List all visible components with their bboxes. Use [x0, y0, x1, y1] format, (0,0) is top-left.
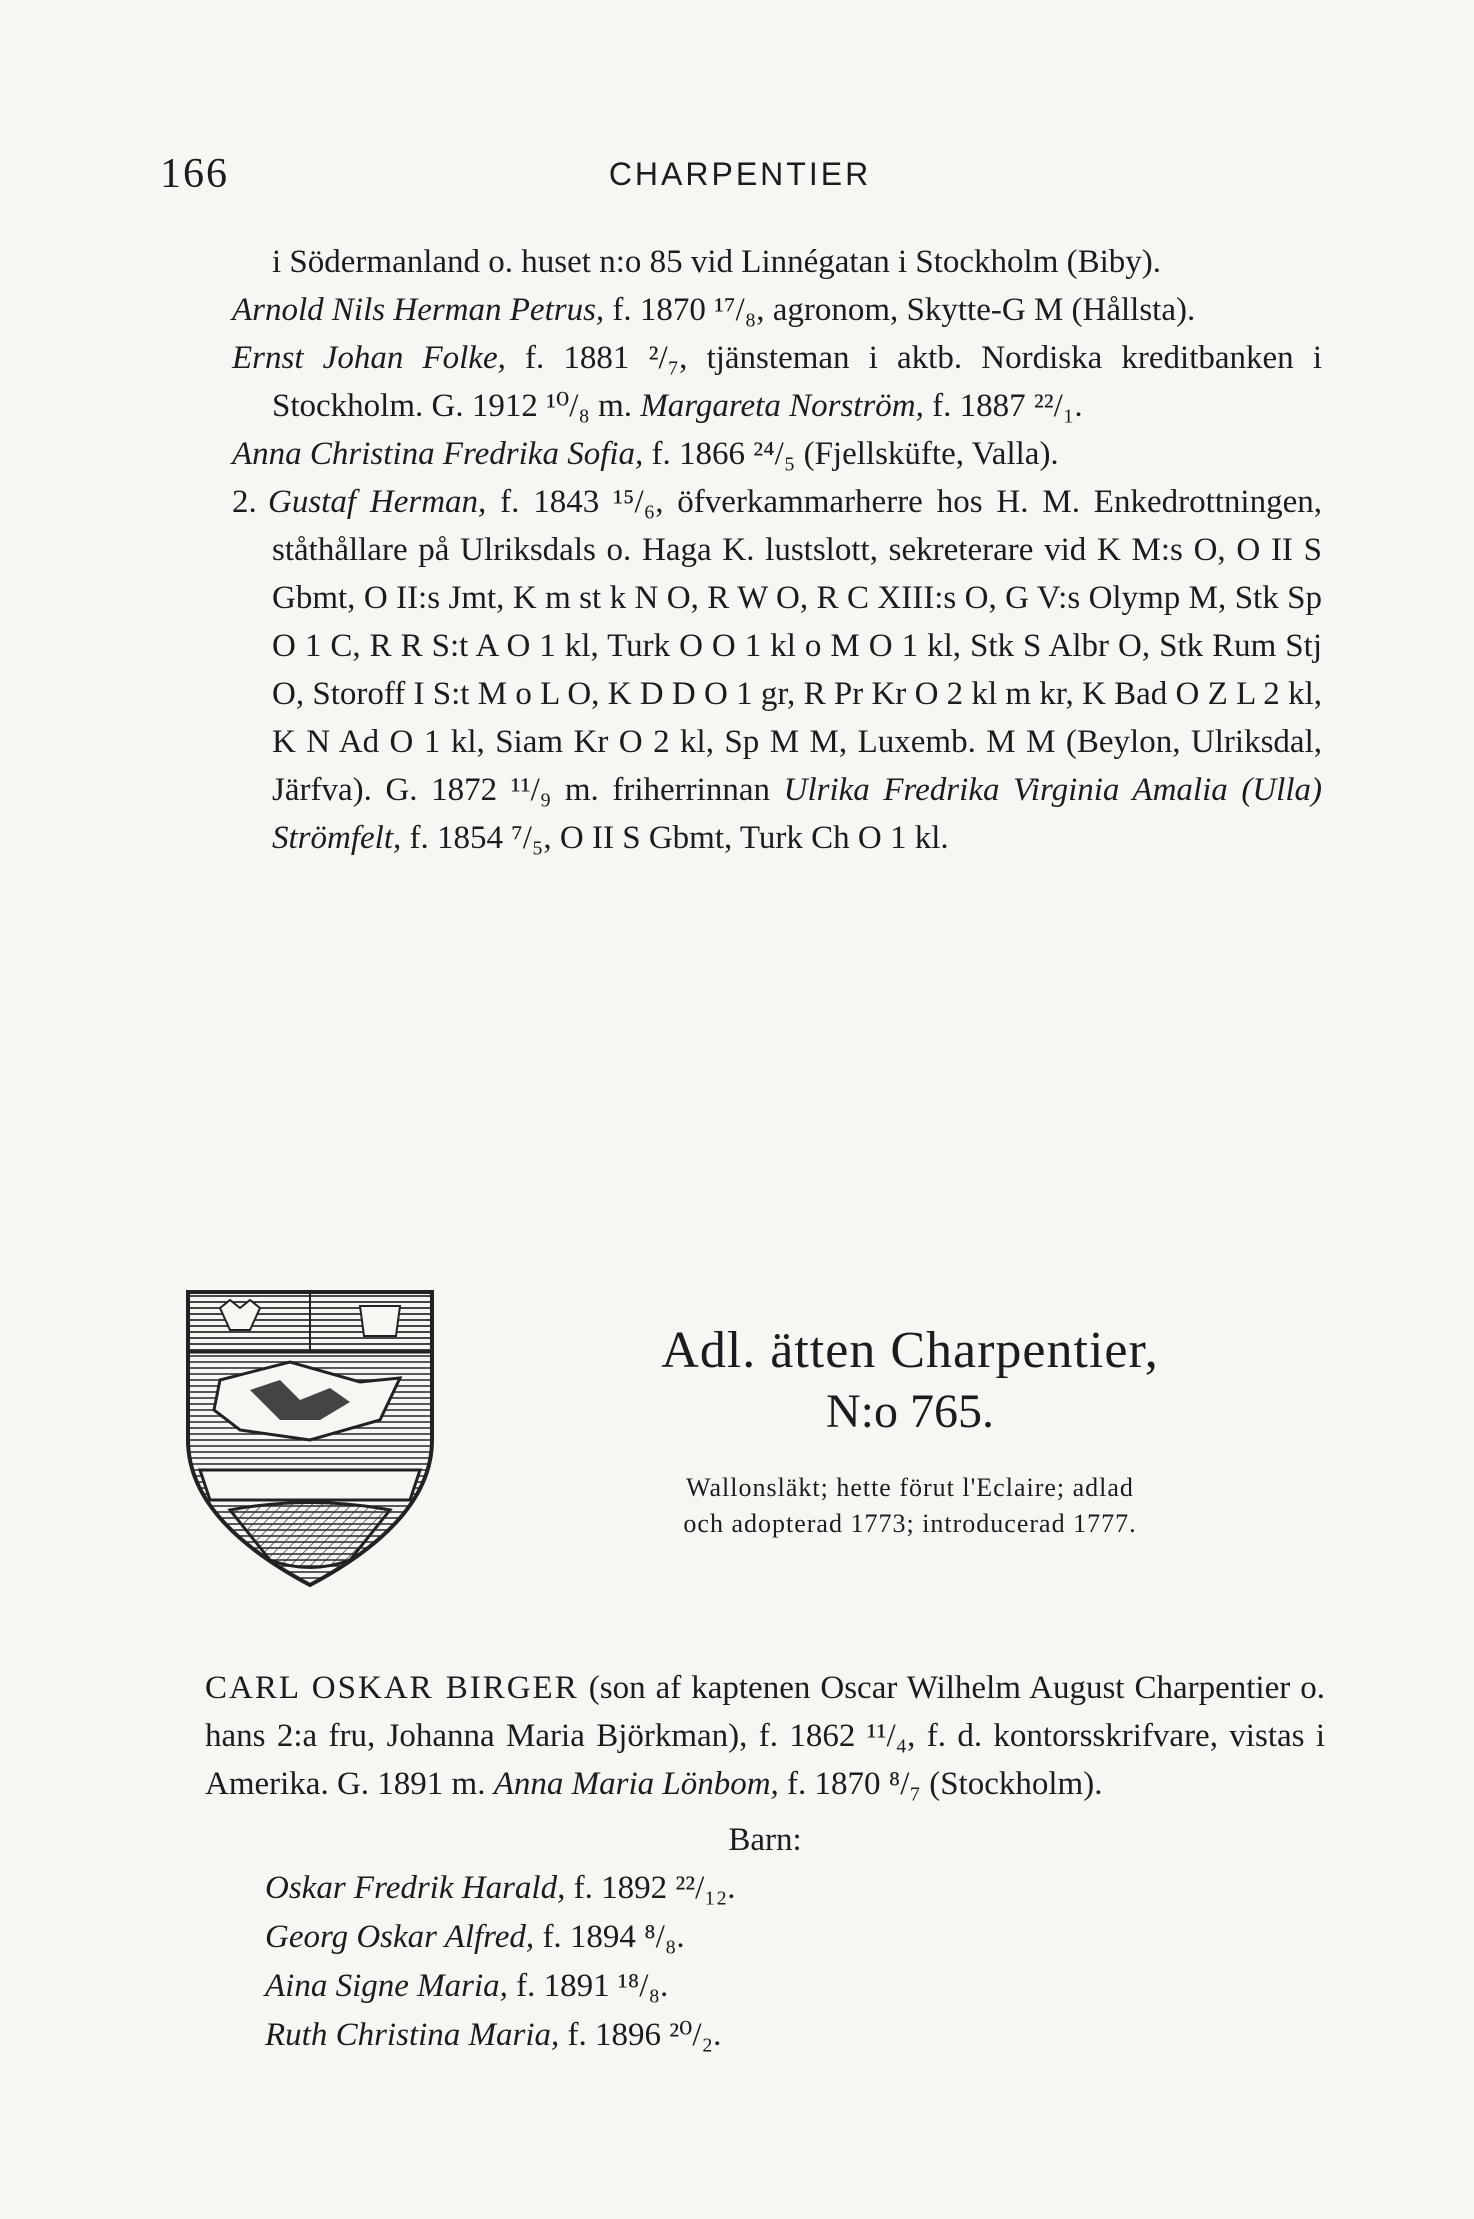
entry-anna: Anna Christina Fredrika Sofia, f. 1866 ²⁴/₅ (Fjellsküfte, Valla).	[232, 436, 1059, 472]
list-item: Georg Oskar Alfred, f. 1894 ⁸/₈.	[265, 1919, 685, 1955]
entries-top	[232, 238, 1322, 862]
arms-note-line2: och adopterad 1773; introducerad 1777.	[683, 1509, 1137, 1538]
list-item: Oskar Fredrik Harald, f. 1892 ²²/₁₂.	[265, 1870, 736, 1906]
arms-caption	[500, 1320, 1320, 1542]
entry-continuation: i Södermanland o. huset n:o 85 vid Linnégatan i Stockholm (Biby).	[272, 244, 1162, 280]
entry-ernst: Ernst Johan Folke, f. 1881 ²/₇, tjänsteman i aktb. Nordiska kreditbanken i Stockholm. G. 1912 ¹⁰/₈ m. Margareta Norström, f. 1887 ²²/₁.	[232, 340, 1322, 424]
page-header	[160, 150, 1320, 198]
entry-gustaf: 2. Gustaf Herman, f. 1843 ¹⁵/₆, öfverkammarherre hos H. M. Enkedrottningen, ståthållare på Ulriksdals o. Haga K. lustslott, sekreterare vid K M:s O, O II S Gbmt, O II:s Jmt, K m st k N O, R W O, R C XIII:s O, G V:s Olymp M, Stk Sp O 1 C, R R S:t A O 1 kl, Turk O O 1 kl o M O 1 kl, Stk S Albr O, Stk Rum Stj O, Storoff I S:t M o L O, K D D O 1 gr, R Pr Kr O 2 kl m kr, K Bad O Z L 2 kl, K N Ad O 1 kl, Siam Kr O 2 kl, Sp M M, Luxemb. M M (Beylon, Ulriksdal, Järfva). G. 1872 ¹¹/₉ m. friherrinnan Ulrika Fredrika Virginia Amalia (Ulla) Strömfelt, f. 1854 ⁷/₅, O II S Gbmt, Turk Ch O 1 kl.	[232, 484, 1323, 856]
main-entry-spouse: Anna Maria Lönbom,	[493, 1766, 779, 1802]
running-title: CHARPENTIER	[608, 156, 872, 192]
children-heading: Barn:	[728, 1822, 802, 1858]
entry-arnold: Arnold Nils Herman Petrus, f. 1870 ¹⁷/₈, agronom, Skytte-G M (Hållsta).	[232, 292, 1196, 328]
arms-note-line1: Wallonsläkt; hette förut l'Eclaire; adlad	[686, 1473, 1134, 1502]
page-number: 166	[160, 151, 229, 197]
main-entry-text: CARL OSKAR BIRGER (son af kaptenen Oscar Wilhelm August Charpentier o. hans 2:a fru, Johanna Maria Björkman), f. 1862 ¹¹/₄, f. d. kontorsskrifvare, vistas i Amerika. G. 1891 m. Anna Maria Lönbom, f. 1870 ⁸/₇ (Stockholm).	[205, 1670, 1326, 1802]
family-arms-block	[160, 1270, 1320, 1600]
list-item: Aina Signe Maria, f. 1891 ¹⁸/₈.	[265, 1968, 669, 2004]
main-entry-lead: CARL OSKAR BIRGER	[205, 1670, 579, 1706]
arms-title: Adl. ätten Charpentier,	[661, 1322, 1159, 1379]
coat-of-arms-icon	[160, 1270, 460, 1600]
list-item: Ruth Christina Maria, f. 1896 ²⁰/₂.	[265, 2017, 722, 2053]
arms-number: N:o 765.	[826, 1385, 994, 1438]
main-entry	[205, 1664, 1325, 2060]
